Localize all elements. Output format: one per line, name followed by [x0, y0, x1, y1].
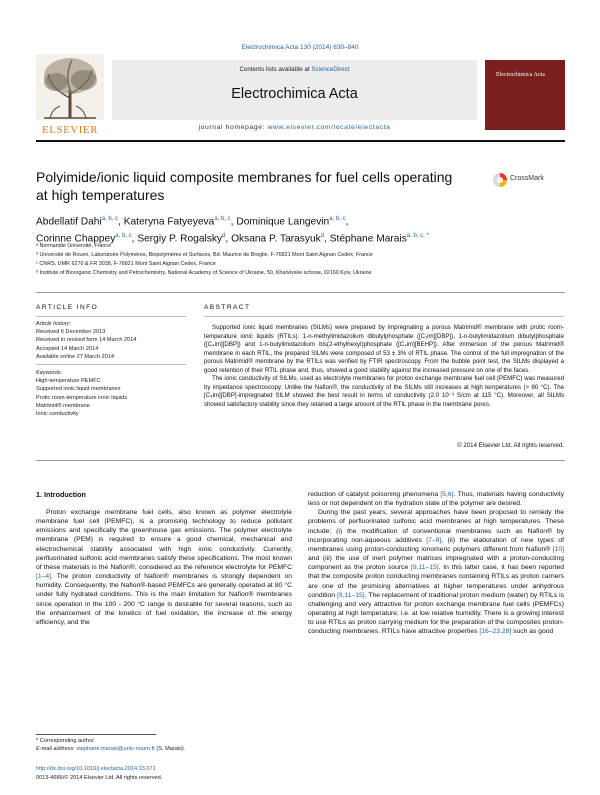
text-run: . The proton conductivity of Nafion® membranes is strongly dependent on humidity. Consequently, the Nafion®-based PEMFCs are generally operated at 80 °C under fully hydrated conditions. This is the main limitation for Nafion® membranes since operation in the 100 - 200 °C range is desirable for several reasons, such as the enhancement of the kinetics of fuel oxidation, the increase of the energy efficiency, and the	[36, 573, 292, 626]
email-suffix: (S. Marais).	[154, 746, 186, 752]
citation-link[interactable]: [1–4]	[36, 573, 52, 581]
keyword: Ionic conductivity	[36, 411, 79, 418]
author-affil-sup[interactable]: a, b, c	[329, 216, 346, 222]
history-label: Article history:	[36, 321, 72, 327]
title-line-1: Polyimide/ionic liquid composite membranes for fuel cells operating	[36, 169, 453, 185]
author-name: Sergiy P. Rogalsky	[137, 233, 223, 245]
affiliation-b: ᵇ Université de Rouen, Laboratoire Polymères, Biopolymères et Surfaces, Bd. Maurice de Broglie, F-76821 Mont Saint Aignan Cedex, France	[36, 252, 373, 258]
keyword: Supported ionic liquid membranes	[36, 386, 121, 393]
author-name: Dominique Langevin	[236, 216, 330, 228]
email-note	[36, 746, 565, 752]
title-line-2: at high temperatures	[36, 187, 165, 203]
author-name: Kateryna Fatyeyeva	[123, 216, 215, 228]
body-paragraph	[308, 490, 564, 508]
history-online: Available online 27 March 2014	[36, 353, 114, 360]
email-label: E-mail address:	[36, 746, 77, 752]
article-history	[36, 320, 196, 361]
section-heading-introduction: 1. Introduction	[36, 490, 86, 499]
author-affil-sup[interactable]: a, b, c, *	[406, 233, 429, 240]
journal-cover-thumbnail	[485, 60, 565, 130]
article-title	[36, 168, 466, 204]
author-affil-sup[interactable]: d	[320, 233, 325, 240]
body-paragraph	[36, 508, 292, 627]
body-paragraph	[308, 508, 564, 636]
corresponding-author-note: * Corresponding author.	[36, 738, 96, 744]
elsevier-tree-logo	[36, 54, 104, 134]
text-run: Proton exchange membrane fuel cells, also known as polymer electrolyte membrane fuel cell (PEMFC), is a promising technology to reduce pollutant emissions and specifically the greenhouse gas emissions. The polymer electrolyte membrane (PEM) is required to ensure a good chemical, mechanical and electrochemical stability associated with high ionic conductivity. Currently, perfluorinated sulfonic acid membranes satisfy these specifications. The most known of these materials is the Nafion®, considered as the reference electrolyte for PEMFC	[36, 509, 292, 571]
doi-link[interactable]	[36, 766, 565, 772]
citation-link[interactable]: [5,6]	[440, 491, 454, 498]
text-run: reduction of catalyst poisoning phenomena	[308, 491, 441, 498]
author-affil-sup[interactable]: d	[222, 233, 226, 240]
author-affil-sup[interactable]: a, b, c	[115, 233, 132, 240]
body-left-column	[36, 508, 292, 627]
author-name: Corinne Chappey	[36, 233, 116, 245]
journal-homepage	[112, 124, 477, 131]
keyword: Protic room-temperature ionic liquids	[36, 394, 128, 401]
text-run: During the past years, several approaches have been proposed to remedy the problems of perfluorinated sulfonic acid membranes at high temperatures. These include: (i) the modification of conventional membranes such as Nafion® by incorporating non-aqueous additives	[308, 509, 564, 544]
citation-link[interactable]: [9,11–15]	[410, 564, 439, 572]
author-line-2: Corinne Chappey$^{a, b, c}$, Sergiy P. Rogalsky$^d$, Oksana P. Tarasyuk$^d$, Stéphane Marais$^{a, b, c, *}$	[36, 233, 429, 245]
text-run: . Thus, materials having conductivity less or not dependent on the hydration state of the polymer are desired.	[308, 491, 564, 508]
citation-link[interactable]: [16–23,28]	[479, 628, 512, 636]
author-name: Stéphane Marais	[329, 233, 407, 245]
elsevier-wordmark: ELSEVIER	[42, 124, 98, 136]
keywords-label: Keywords:	[36, 370, 63, 376]
section-rule	[36, 292, 565, 293]
issn-line: 0013-4686/© 2014 Elsevier Ltd. All rights reserved.	[36, 775, 163, 781]
author-line-1: Abdellatif Dahi$^{a, b, c}$, Kateryna Fatyeyeva$^{a, b, c}$, Dominique Langevin$^{a, b, c}$,	[36, 216, 349, 228]
keyword: High-temperature PEMFC	[36, 378, 101, 385]
crossmark-icon	[492, 172, 508, 188]
citation-link[interactable]: [7–9]	[426, 536, 442, 544]
abstract-rule	[204, 316, 564, 317]
footnote-rule	[36, 734, 156, 735]
affiliation-d: ᵈ Institute of Bioorganic Chemistry and Petrochemistry, National Academy of Science of Ukraine, 50, Kharkivske schose, 02160 Kyiv, Ukraine	[36, 270, 372, 276]
author-name: Oksana P. Tarasyuk	[231, 233, 321, 245]
body-right-column	[308, 490, 564, 637]
abstract-text	[204, 324, 564, 409]
crossmark-badge[interactable]	[492, 172, 564, 188]
keywords-rule	[36, 364, 186, 365]
homepage-link[interactable]: www.elsevier.com/locate/electacta	[267, 124, 391, 131]
contents-prefix: Contents lists available at	[239, 66, 312, 73]
affiliation-a: ᵃ Normandie Université, France	[36, 243, 112, 249]
text-run: , (ii) the elaboration of new types of membranes using proton-conducting ionomeric polymers different from Nafion®	[308, 536, 564, 553]
author-affil-sup[interactable]: a, b, c	[214, 216, 231, 222]
text-run: such as good	[511, 628, 554, 636]
article-info-rule	[36, 316, 186, 317]
article-info-heading: ARTICLE INFO	[36, 304, 99, 311]
cover-title: Electrochimica Acta	[496, 72, 545, 78]
history-revised: Received in revised form 14 March 2014	[36, 337, 137, 344]
text-run: . In this latter case, it has been reported that the composite proton conducting membranes containing RTILs as proton carriers are one of the promising alternatives at higher temperatures under anhydrous condition	[308, 564, 564, 599]
sciencedirect-link[interactable]: ScienceDirect	[311, 66, 350, 73]
journal-title: Electrochimica Acta	[231, 86, 358, 102]
text-run: . The replacement of traditional proton medium (water) by RTILs is challenging and very attractive for proton exchange membrane fuel cells (PEMFCs) operating at high temperature, i.e. at low relative humidity. There is a growing interest to use RTILs as proton carrying medium for the preparation of the composites proton-conducting membranes. RTILs have attractive properties	[308, 591, 564, 636]
contents-line	[112, 66, 477, 73]
affiliation-c: ᶜ CNRS, UMR 6270 & FR 3038, F-76821 Mont Saint Aignan Cedex, France	[36, 261, 216, 267]
history-received: Received 6 December 2013	[36, 329, 106, 336]
author-list	[36, 212, 506, 247]
citation-link[interactable]: [9,11–15]	[337, 591, 365, 599]
journal-reference[interactable]: Electrochimica Acta 130 (2014) 830–840	[241, 44, 359, 51]
keywords-block	[36, 369, 196, 418]
homepage-label: journal homepage:	[198, 124, 268, 131]
body-rule	[36, 460, 565, 461]
email-link[interactable]: stephane.marais@univ-rouen.fr	[76, 746, 155, 752]
citation-link[interactable]: [10]	[552, 545, 564, 553]
abstract-heading: ABSTRACT	[204, 304, 251, 311]
doi-text[interactable]: http://dx.doi.org/10.1016/j.electacta.2014.03.071	[36, 766, 156, 772]
header-rule	[36, 140, 565, 142]
author-name: Abdellatif Dahi	[36, 216, 102, 228]
keyword: Matrimid® membrane	[36, 402, 90, 409]
crossmark-label: CrossMark	[510, 175, 544, 182]
history-accepted: Accepted 14 March 2014	[36, 345, 99, 352]
abstract-copyright: © 2014 Elsevier Ltd. All rights reserved.	[457, 442, 564, 449]
abstract-paragraph-2: The ionic conductivity of SILMs, used as electrolyte membranes for proton exchange membrane fuel cell (PEMFC) was measured by impedance spectroscopy. Unlike the Nafion®, the conductivity of the SILMs still increases at high temperatures (> 80 °C). The [C₄im][DBP]-impregnated SILM showed the best result in terms of conductivity (2.0 10⁻³ S/cm at 115 °C). Moreover, all SILMs showed satisfactory stability since they retained a large amount of the RTIL phase in the membrane pores.	[204, 375, 564, 408]
author-affil-sup[interactable]: a, b, c	[101, 216, 119, 222]
text-run: and (iii) the use of inert polymer matrices impregnated with a proton-conducting component as the proton source	[308, 555, 564, 572]
abstract-paragraph-1: Supported ionic liquid membranes (SILMs) were prepared by impregnating a porous Matrimid® membrane with protic room-temperature ionic liquids (RTILs): 1-n-methylimidazolium dibutylphosphate ([C₁im][DBP]), 1-n-butylimidazolium dibutylphosphate ([C₄im][DBP]) and 1-n-butylimidazolium bis(2-ethylhexyl)phosphate ([C₄im][BEHP]). After immersion of the porous Matrimid® membrane in each RTIL, the prepared SILMs were composed of 53 ± 3% of RTIL phase. The control of the full impregnation of the porous Matrimid® membrane by the RTILs was verified by FTIR spectroscopy. From the bubble point test, the SILMs displayed a good retention of their RTIL phase and, thus, showed a good stability against the increased pressure on one of the faces.	[204, 324, 564, 374]
